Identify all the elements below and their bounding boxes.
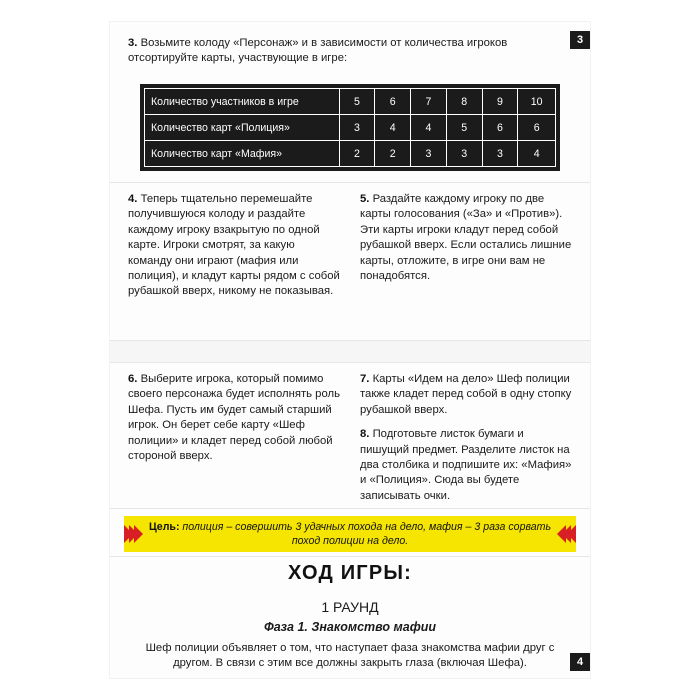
goal-body: полиция – совершить 3 удачных похода на дело, мафия – 3 раза сорвать поход полиции на дело. [179, 521, 552, 547]
step-5-number: 5. [360, 193, 370, 205]
step-7 [360, 372, 572, 418]
step-7-number: 7. [360, 373, 370, 385]
round-title: 1 РАУНД [321, 599, 379, 615]
cell-value: 6 [482, 115, 518, 141]
step-3 [128, 36, 560, 67]
cell-value: 2 [375, 141, 411, 167]
step-6-number: 6. [128, 373, 138, 385]
fold-line [110, 340, 590, 341]
chevrons-left-group [124, 516, 143, 552]
cell-value: 7 [411, 89, 447, 115]
chevron-right-icon [134, 525, 143, 543]
goal-label: Цель: [148, 521, 180, 533]
step-6-text: Выберите игрока, который помимо своего персонажа будет исполнять роль Шефа. Пусть им будет самый старший игрок. Он берет себе карту «Шеф полиции» и кладет перед собой любой стороной вверх. [128, 373, 340, 463]
step-4-text: Теперь тщательно перемешайте получившуюся колоду и раздайте каждому игроку взакрытую по одной карте. Игроки смотрят, за какую команду они играют (мафия или полиция), и кладут карты рядом с собой рубашкой вверх, никому не показывая. [128, 193, 340, 298]
cell-value: 5 [339, 89, 375, 115]
fold-line [110, 556, 590, 557]
table-row [145, 89, 556, 115]
step-7-text: Карты «Идем на дело» Шеф полиции также кладет перед собой в одну стопку рубашкой вверх. [360, 373, 572, 416]
step-8-text: Подготовьте листок бумаги и пишущий предмет. Разделите листок на два столбика и подпишите их: «Мафия» и «Полиция». Сюда вы будете записывать очки. [360, 428, 572, 502]
table-row [145, 115, 556, 141]
cell-value: 4 [375, 115, 411, 141]
page-title: ХОД ИГРЫ: [287, 562, 412, 584]
step-8-number: 8. [360, 428, 370, 441]
phase-title: Фаза 1. Знакомство мафии [263, 620, 437, 634]
step-5 [360, 192, 572, 284]
cell-value: 3 [339, 115, 375, 141]
table-row [145, 141, 556, 167]
chevrons-right-group [557, 516, 576, 552]
cell-value: 8 [446, 89, 482, 115]
cell-value: 10 [518, 89, 556, 115]
step-8 [360, 427, 572, 504]
card-counts-table [144, 88, 556, 167]
step-3-number: 3. [128, 37, 138, 49]
goal-banner [124, 516, 576, 552]
step-3-text: Возьмите колоду «Персонаж» и в зависимости от количества игроков отсортируйте карты, участвующие в игре: [128, 37, 508, 65]
step-4-number: 4. [128, 193, 138, 205]
gameplay-section [110, 562, 590, 672]
cell-value: 5 [446, 115, 482, 141]
fold-line [110, 362, 590, 363]
cell-value: 4 [518, 141, 556, 167]
cell-value: 2 [339, 141, 375, 167]
fold-line [110, 182, 590, 183]
cell-value: 9 [482, 89, 518, 115]
step-5-text: Раздайте каждому игроку по две карты голосования («За» и «Против»). Эти карты игроки кладут перед собой рубашкой вверх. Если остались лишние карты, отложите, в игре они вам не понадобятся. [360, 193, 572, 283]
steps-7-8 [360, 372, 572, 504]
step-4 [128, 192, 340, 300]
row-label: Количество карт «Мафия» [145, 141, 340, 167]
cell-value: 3 [411, 141, 447, 167]
page-number-bottom: 4 [570, 653, 590, 671]
row-label: Количество карт «Полиция» [145, 115, 340, 141]
card-counts-table-wrap [140, 84, 560, 171]
cell-value: 6 [518, 115, 556, 141]
goal-text [143, 520, 557, 548]
fold-line [110, 508, 590, 509]
instruction-sheet [110, 22, 590, 678]
cell-value: 3 [446, 141, 482, 167]
chevron-left-icon [567, 525, 576, 543]
page-number-top: 3 [570, 31, 590, 49]
phase-body: Шеф полиции объявляет о том, что наступает фаза знакомства мафии друг с другом. В связи с этим все должны закрыть глаза (включая Шефа). [145, 642, 555, 670]
cell-value: 6 [375, 89, 411, 115]
cell-value: 3 [482, 141, 518, 167]
step-6 [128, 372, 340, 464]
row-label: Количество участников в игре [145, 89, 340, 115]
cell-value: 4 [411, 115, 447, 141]
fold-band [110, 340, 590, 362]
